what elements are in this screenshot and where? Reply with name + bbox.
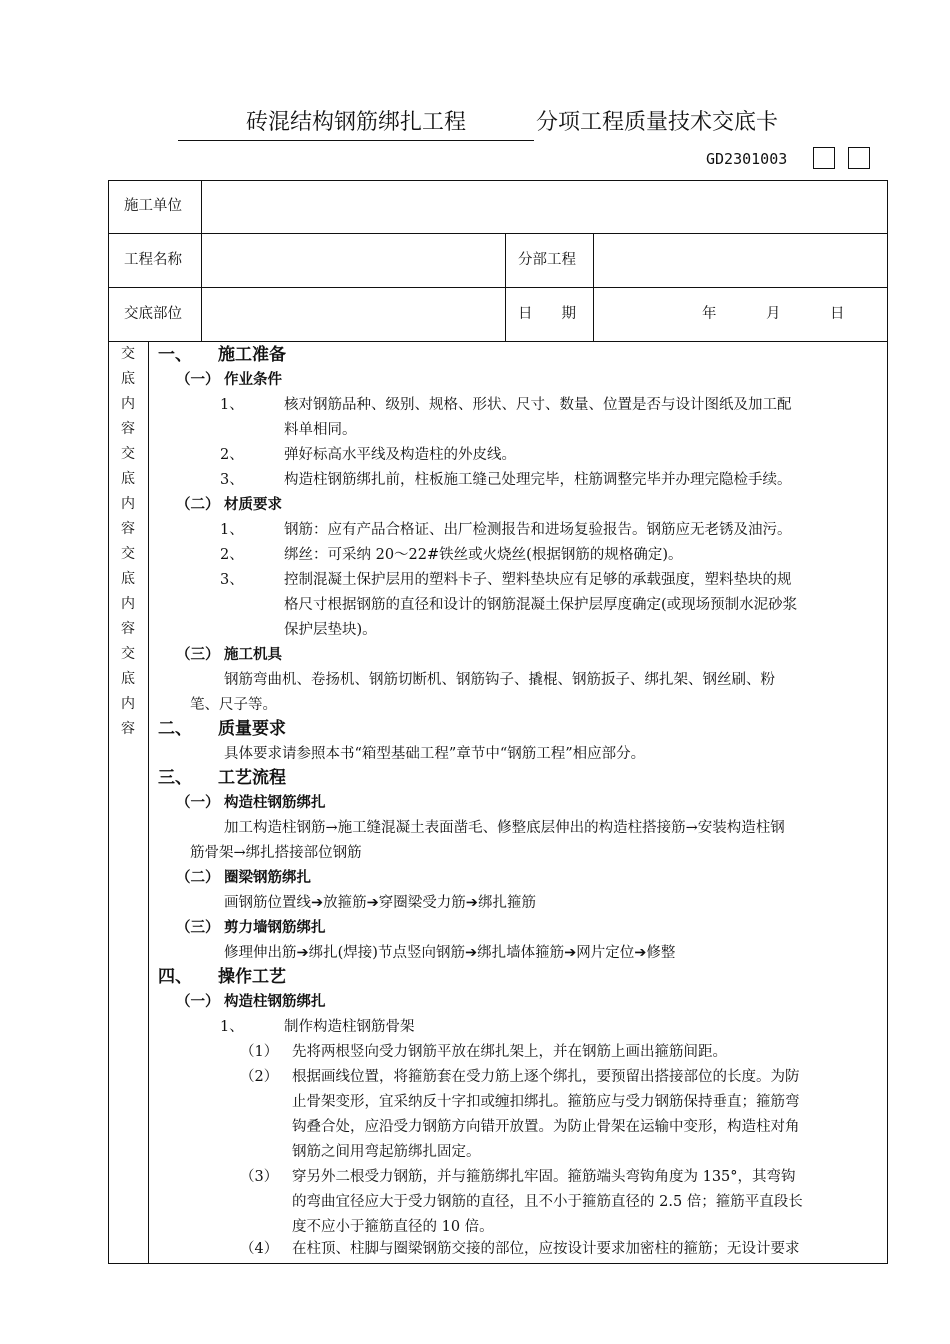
sub-item-text: 止骨架变形，宜采纳反十字扣或缠扣绑扎。箍筋应与受力钢筋保持垂直；箍筋弯 (292, 1094, 800, 1110)
paragraph-text: 筋骨架→绑扎搭接部位钢筋 (190, 845, 362, 861)
sub-item-text: 钩叠合处，应沿受力钢筋方向错开放置。为防止骨架在运输中变形，构造柱对角 (292, 1119, 800, 1135)
sub-item-num: （3） (240, 1169, 279, 1185)
sub-item-text: 穿另外二根受力钢筋，并与箍筋绑扎牢固。箍筋端头弯钩角度为 135°，其弯钩 (292, 1169, 796, 1185)
section-title: 工艺流程 (218, 768, 286, 788)
title-project-name: 砖混结构钢筋绑扎工程 (178, 106, 534, 141)
subsection-title: 构造柱钢筋绑扎 (224, 795, 326, 811)
section-title: 质量要求 (218, 719, 286, 739)
col-divider (505, 233, 506, 341)
subsection-num: （一） (176, 994, 220, 1010)
item-text: 料单相同。 (284, 422, 357, 438)
paragraph-text: 加工构造柱钢筋→施工缝混凝土表面凿毛、修整底层伸出的构造柱搭接筋→安装构造柱钢 (224, 820, 785, 836)
section-num: 三、 (158, 768, 192, 788)
subsection-title: 施工机具 (224, 647, 282, 663)
item-num: 1、 (220, 1019, 244, 1035)
row-divider (108, 287, 888, 288)
col-divider (201, 180, 202, 341)
side-label: 交 底 内 容 交 底 内 容 交 底 内 容 交 底 内 容 (121, 346, 135, 737)
item-text: 绑丝：可采纳 20～22#铁丝或火烧丝(根据钢筋的规格确定)。 (284, 547, 683, 563)
subsection-title: 构造柱钢筋绑扎 (224, 994, 326, 1010)
sub-item-num: （4） (240, 1241, 279, 1257)
paragraph-text: 画钢筋位置线➔放箍筋➔穿圈梁受力筋➔绑扎箍筋 (224, 895, 536, 911)
item-text: 核对钢筋品种、级别、规格、形状、尺寸、数量、位置是否与设计图纸及加工配 (284, 397, 792, 413)
date-month: 月 (766, 306, 781, 322)
sub-item-text: 根据画线位置，将箍筋套在受力筋上逐个绑扎，要预留出搭接部位的长度。为防 (292, 1069, 800, 1085)
subsection-title: 圈梁钢筋绑扎 (224, 870, 311, 886)
col-divider (148, 341, 149, 1263)
subsection-num: （三） (176, 647, 220, 663)
sub-item-text: 度不应小于箍筋直径的 10 倍。 (292, 1219, 494, 1235)
section-num: 一、 (158, 345, 192, 365)
checkbox-1 (813, 147, 835, 169)
item-num: 1、 (220, 397, 244, 413)
section-num: 二、 (158, 719, 192, 739)
item-text: 钢筋：应有产品合格证、出厂检测报告和进场复验报告。钢筋应无老锈及油污。 (284, 522, 792, 538)
section-title: 操作工艺 (218, 967, 286, 987)
col-divider (593, 233, 594, 341)
item-text: 弹好标高水平线及构造柱的外皮线。 (284, 447, 516, 463)
row-divider (108, 233, 888, 234)
subsection-num: （一） (176, 372, 220, 388)
item-text: 控制混凝土保护层用的塑料卡子、塑料垫块应有足够的承载强度，塑料垫块的规 (284, 572, 792, 588)
checkbox-2 (848, 147, 870, 169)
item-num: 3、 (220, 572, 244, 588)
paragraph-text: 钢筋弯曲机、卷扬机、钢筋切断机、钢筋钩子、撬棍、钢筋扳子、绑扎架、钢丝刷、粉 (224, 672, 775, 688)
item-text: 格尺寸根据钢筋的直径和设计的钢筋混凝土保护层厚度确定(或现场预制水泥砂浆 (284, 597, 798, 613)
label-construction-unit: 施工单位 (124, 198, 182, 214)
document-title (0, 106, 950, 142)
subsection-title: 作业条件 (224, 372, 282, 388)
sub-item-text: 钢筋之间用弯起筋绑扎固定。 (292, 1144, 481, 1160)
document-code: GD2301003 (706, 150, 788, 168)
title-rest: 分项工程质量技术交底卡 (536, 110, 779, 135)
date-year: 年 (702, 306, 717, 322)
section-title: 施工准备 (218, 345, 286, 365)
sub-item-text: 先将两根竖向受力钢筋平放在绑扎架上，并在钢筋上画出箍筋间距。 (292, 1044, 727, 1060)
item-num: 3、 (220, 472, 244, 488)
paragraph-text: 笔、尺子等。 (190, 697, 277, 713)
label-part: 交底部位 (124, 306, 182, 322)
label-date: 日 期 (518, 306, 576, 322)
item-text: 保护层垫块)。 (284, 622, 377, 638)
paragraph-text: 具体要求请参照本书“箱型基础工程”章节中“钢筋工程”相应部分。 (224, 746, 646, 762)
subsection-num: （一） (176, 795, 220, 811)
item-text: 制作构造柱钢筋骨架 (284, 1019, 415, 1035)
sub-item-text: 的弯曲宜径应大于受力钢筋的直径，且不小于箍筋直径的 2.5 倍；箍筋平直段长 (292, 1194, 803, 1210)
item-num: 1、 (220, 522, 244, 538)
item-num: 2、 (220, 447, 244, 463)
label-subproject: 分部工程 (518, 252, 576, 268)
subsection-num: （二） (176, 497, 220, 513)
sub-item-text: 在柱顶、柱脚与圈梁钢筋交接的部位，应按设计要求加密柱的箍筋；无设计要求 (292, 1241, 800, 1257)
subsection-num: （三） (176, 920, 220, 936)
paragraph-text: 修理伸出筋➔绑扎(焊接)节点竖向钢筋➔绑扎墙体箍筋➔网片定位➔修整 (224, 945, 676, 961)
subsection-num: （二） (176, 870, 220, 886)
subsection-title: 剪力墙钢筋绑扎 (224, 920, 326, 936)
section-num: 四、 (158, 967, 192, 987)
item-text: 构造柱钢筋绑扎前，柱板施工缝己处理完毕，柱筋调整完毕并办理完隐检手续。 (284, 472, 792, 488)
label-project-name: 工程名称 (124, 252, 182, 268)
sub-item-num: （2） (240, 1069, 279, 1085)
sub-item-num: （1） (240, 1044, 279, 1060)
subsection-title: 材质要求 (224, 497, 282, 513)
date-day: 日 (830, 306, 845, 322)
item-num: 2、 (220, 547, 244, 563)
disclosure-content (152, 342, 884, 1260)
